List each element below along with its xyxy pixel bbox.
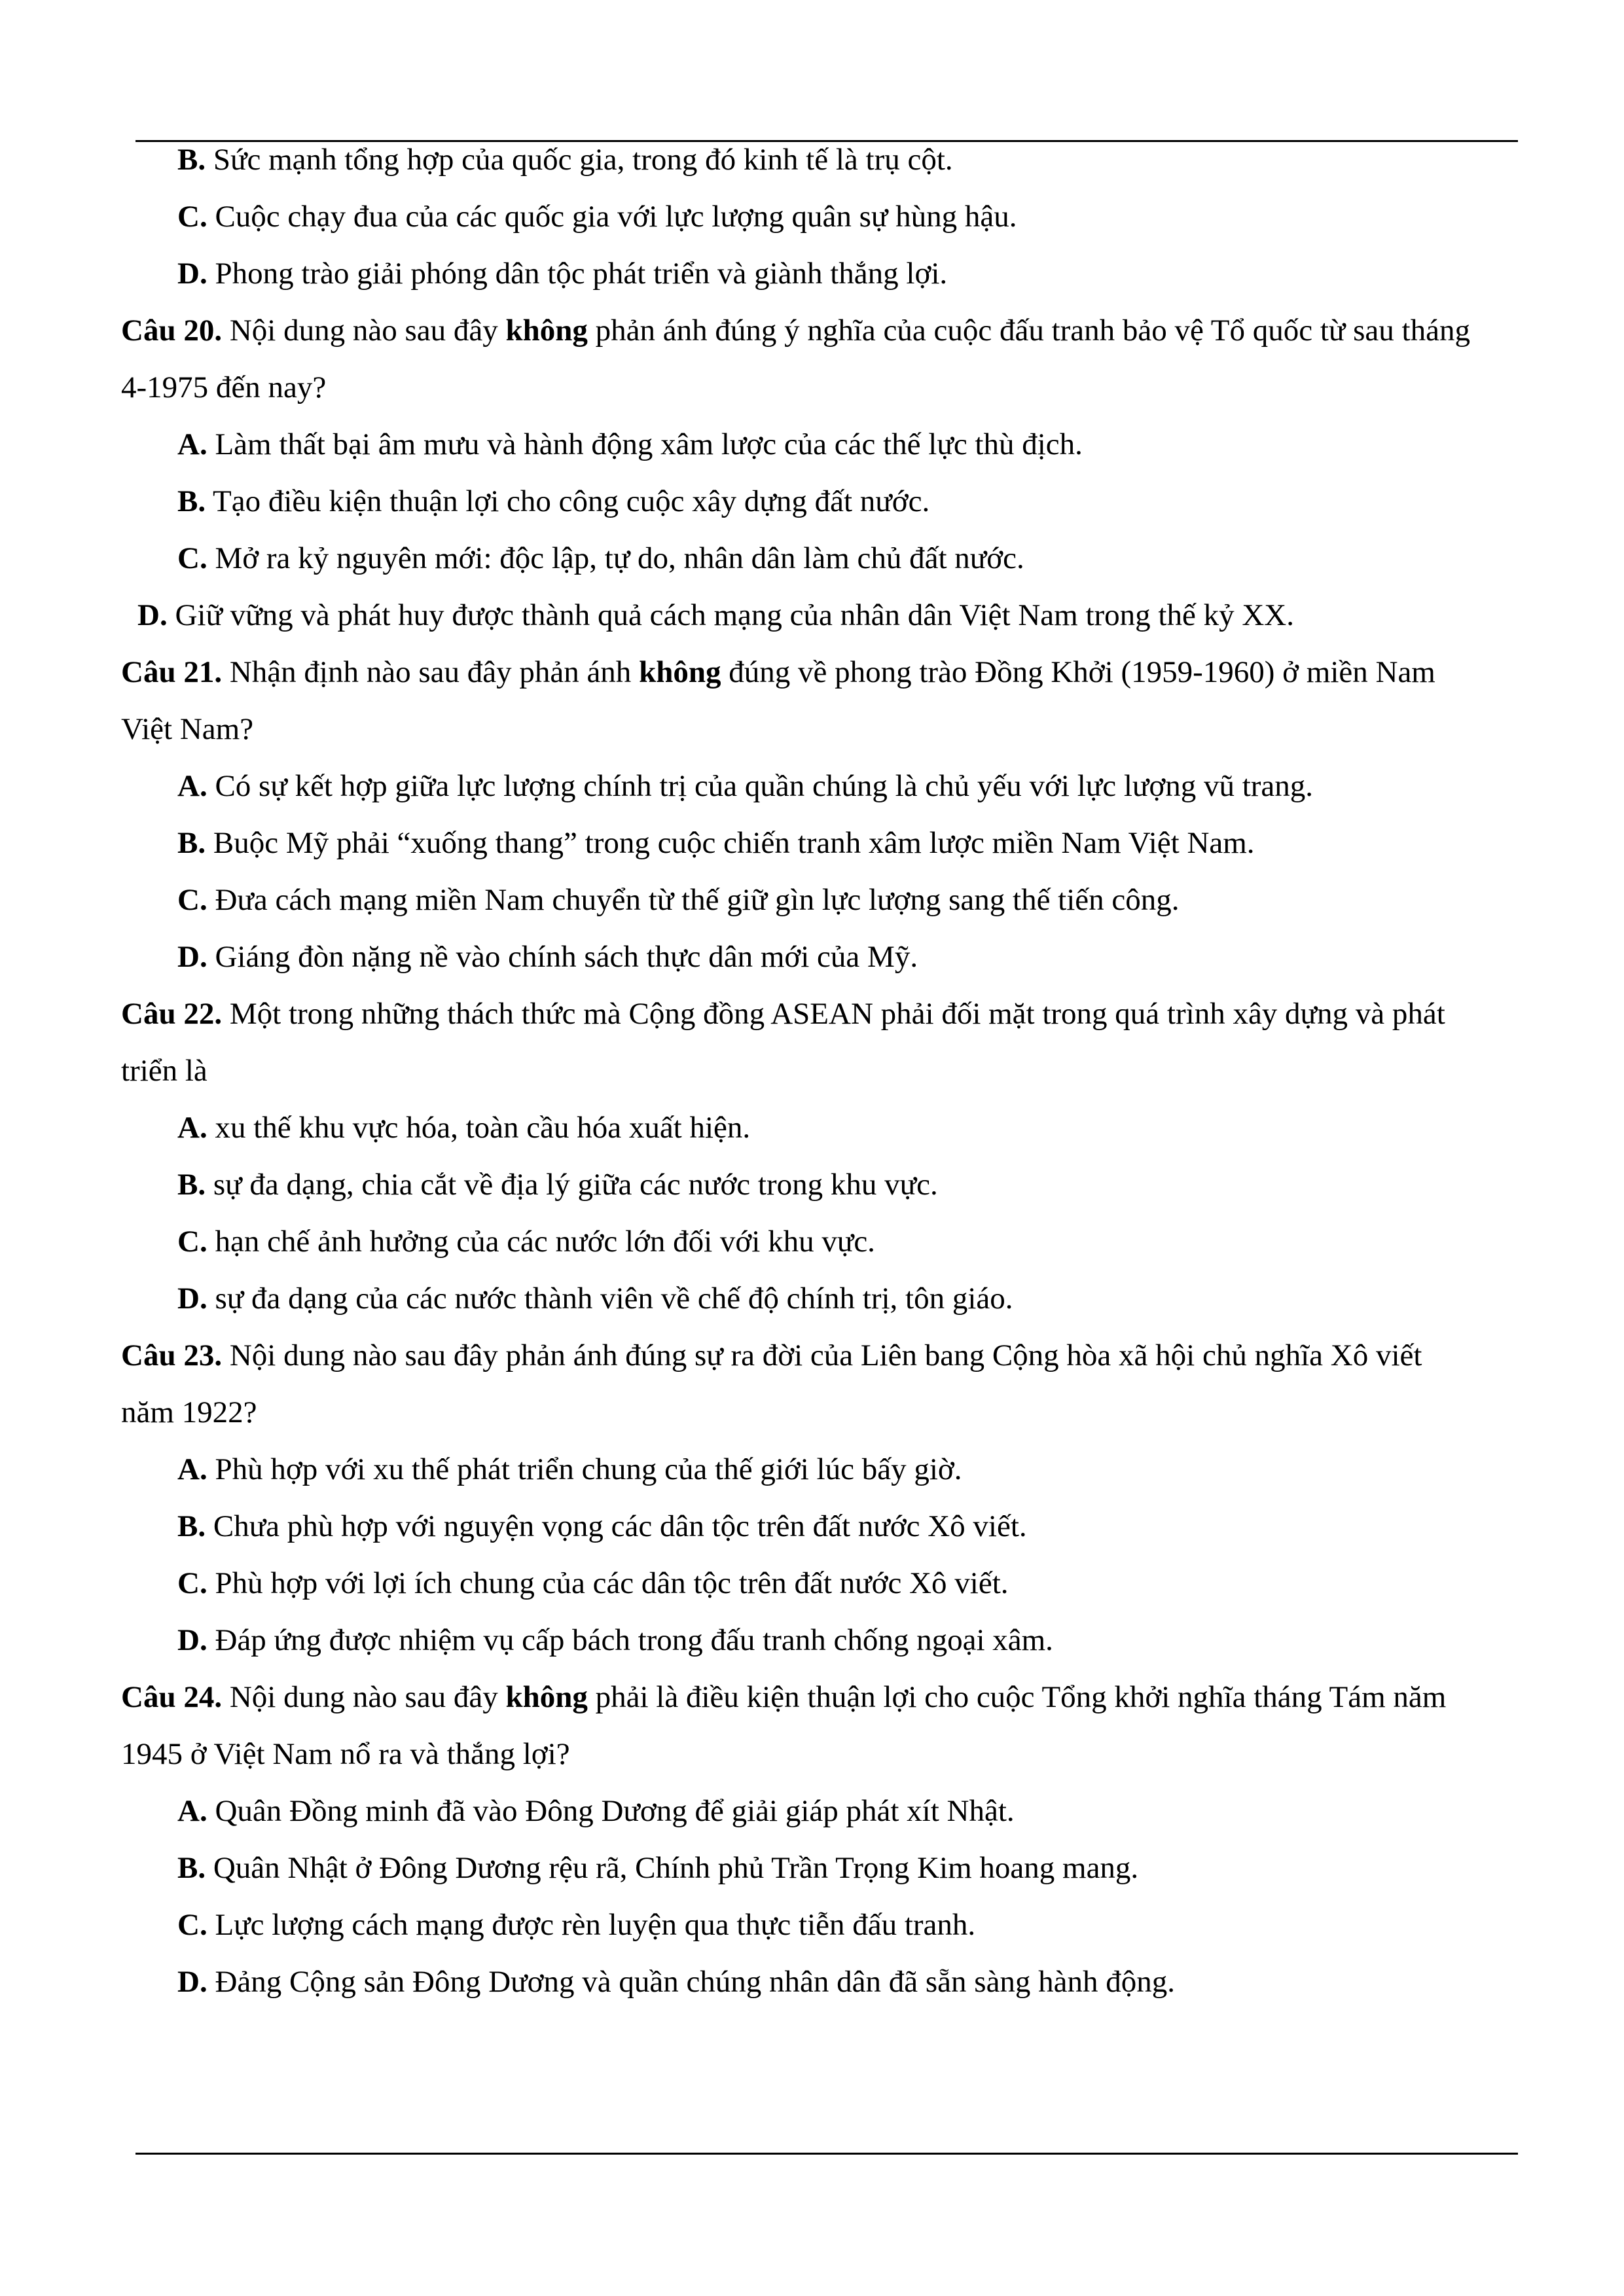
option-label: A. <box>177 1111 208 1145</box>
option-line <box>177 1108 750 1147</box>
stem-text: Nhận định nào sau đây phản ánh <box>222 655 640 689</box>
option-text: Giữ vững và phát huy được thành quả cách mạng của nhân dân Việt Nam trong thế kỷ XX. <box>167 598 1294 632</box>
option-label: A. <box>177 1452 208 1486</box>
question-stem-continuation: 4-1975 đến nay? <box>121 370 327 404</box>
option-label: D. <box>177 257 208 291</box>
option-text: Sức mạnh tổng hợp của quốc gia, trong đó kinh tế là trụ cột. <box>206 143 953 177</box>
option-line <box>177 1165 938 1204</box>
option-text: xu thế khu vực hóa, toàn cầu hóa xuất hiện. <box>207 1111 751 1145</box>
option-text: Cuộc chạy đua của các quốc gia với lực lượng quân sự hùng hậu. <box>207 200 1017 234</box>
option-line <box>177 1621 1053 1660</box>
question-stem <box>121 311 1470 350</box>
stem-text: Nội dung nào sau đây phản ánh đúng sự ra đời của Liên bang Cộng hòa xã hội chủ nghĩa Xô viết <box>222 1338 1422 1372</box>
option-text: Làm thất bại âm mưu và hành động xâm lược của các thế lực thù địch. <box>207 427 1083 461</box>
question-stem-continuation: Việt Nam? <box>121 712 254 746</box>
option-text: Buộc Mỹ phải “xuống thang” trong cuộc chiến tranh xâm lược miền Nam Việt Nam. <box>206 826 1255 860</box>
option-label: B. <box>177 484 206 518</box>
option-text: sự đa dạng, chia cắt về địa lý giữa các nước trong khu vực. <box>206 1168 938 1202</box>
stem-text: Một trong những thách thức mà Cộng đồng ASEAN phải đối mặt trong quá trình xây dựng và phát <box>222 997 1445 1031</box>
option-label: C. <box>177 1566 208 1600</box>
option-text: sự đa dạng của các nước thành viên về chế độ chính trị, tôn giáo. <box>207 1282 1013 1316</box>
option-label: D. <box>137 598 168 632</box>
question-stem-continuation: 1945 ở Việt Nam nổ ra và thắng lợi? <box>121 1737 570 1771</box>
option-line <box>177 937 918 977</box>
option-line <box>177 539 1024 578</box>
question-label: Câu 23. <box>121 1338 223 1372</box>
option-label: D. <box>177 1623 208 1657</box>
option-label: C. <box>177 1908 208 1942</box>
question-stem-continuation: năm 1922? <box>121 1395 257 1429</box>
stem-text: Nội dung nào sau đây <box>222 314 506 348</box>
option-label: A. <box>177 427 208 461</box>
stem-text: đúng về phong trào Đồng Khởi (1959-1960) ở miền Nam <box>721 655 1435 689</box>
option-line <box>177 1507 1027 1546</box>
option-text: Tạo điều kiện thuận lợi cho công cuộc xây dựng đất nước. <box>206 484 930 518</box>
option-text: Quân Nhật ở Đông Dương rệu rã, Chính phủ Trần Trọng Kim hoang mang. <box>206 1851 1139 1885</box>
option-line <box>177 1450 962 1489</box>
option-label: B. <box>177 826 206 860</box>
stem-text: Nội dung nào sau đây <box>222 1680 506 1714</box>
question-label: Câu 20. <box>121 314 223 348</box>
option-label: C. <box>177 1225 208 1259</box>
question-stem <box>121 994 1445 1033</box>
option-text: Đưa cách mạng miền Nam chuyển từ thế giữ gìn lực lượng sang thế tiến công. <box>207 883 1180 917</box>
option-label: B. <box>177 1851 206 1885</box>
footer-rule <box>135 2153 1518 2155</box>
option-line <box>177 1905 975 1945</box>
option-text: Đáp ứng được nhiệm vụ cấp bách trong đấu tranh chống ngoại xâm. <box>207 1623 1053 1657</box>
option-text: Giáng đòn nặng nề vào chính sách thực dân mới của Mỹ. <box>207 940 918 974</box>
stem-emphasis: không <box>505 314 588 348</box>
question-stem <box>121 653 1435 692</box>
option-line <box>177 425 1083 464</box>
option-label: A. <box>177 1794 208 1828</box>
question-stem-continuation: triển là <box>121 1054 208 1088</box>
question-label: Câu 22. <box>121 997 223 1031</box>
option-text: Quân Đồng minh đã vào Đông Dương để giải giáp phát xít Nhật. <box>207 1794 1015 1828</box>
option-line <box>177 1222 875 1261</box>
stem-text: phải là điều kiện thuận lợi cho cuộc Tổng khởi nghĩa tháng Tám năm <box>587 1680 1447 1714</box>
option-line <box>177 197 1017 236</box>
option-text: Phù hợp với lợi ích chung của các dân tộc trên đất nước Xô viết. <box>207 1566 1009 1600</box>
option-label: D. <box>177 1282 208 1316</box>
option-label: D. <box>177 1965 208 1999</box>
option-line <box>177 880 1180 920</box>
option-text: Lực lượng cách mạng được rèn luyện qua thực tiễn đấu tranh. <box>207 1908 976 1942</box>
question-label: Câu 24. <box>121 1680 223 1714</box>
option-label: D. <box>177 940 208 974</box>
option-line <box>177 1962 1175 2001</box>
option-text: Phù hợp với xu thế phát triển chung của thế giới lúc bấy giờ. <box>207 1452 962 1486</box>
option-line <box>177 1848 1138 1888</box>
option-line <box>177 1279 1013 1318</box>
option-line <box>177 766 1313 806</box>
option-label: B. <box>177 143 206 177</box>
question-label: Câu 21. <box>121 655 223 689</box>
stem-emphasis: không <box>639 655 721 689</box>
question-stem <box>121 1677 1446 1717</box>
option-label: C. <box>177 200 208 234</box>
option-text: Có sự kết hợp giữa lực lượng chính trị của quần chúng là chủ yếu với lực lượng vũ trang. <box>207 769 1314 803</box>
stem-emphasis: không <box>505 1680 588 1714</box>
option-line <box>137 596 1294 635</box>
question-stem <box>121 1336 1422 1375</box>
stem-text: phản ánh đúng ý nghĩa của cuộc đấu tranh bảo vệ Tổ quốc từ sau tháng <box>587 314 1470 348</box>
option-text: hạn chế ảnh hưởng của các nước lớn đối với khu vực. <box>207 1225 875 1259</box>
option-label: C. <box>177 541 208 575</box>
option-text: Đảng Cộng sản Đông Dương và quần chúng nhân dân đã sẵn sàng hành động. <box>207 1965 1176 1999</box>
option-line <box>177 1791 1015 1831</box>
option-line <box>177 1564 1009 1603</box>
option-line <box>177 140 953 179</box>
option-line <box>177 254 947 293</box>
option-line <box>177 823 1255 863</box>
option-label: C. <box>177 883 208 917</box>
option-label: A. <box>177 769 208 803</box>
option-text: Chưa phù hợp với nguyện vọng các dân tộc trên đất nước Xô viết. <box>206 1509 1027 1543</box>
option-text: Mở ra kỷ nguyên mới: độc lập, tự do, nhân dân làm chủ đất nước. <box>207 541 1024 575</box>
option-text: Phong trào giải phóng dân tộc phát triển và giành thắng lợi. <box>207 257 948 291</box>
option-line <box>177 482 929 521</box>
option-label: B. <box>177 1509 206 1543</box>
option-label: B. <box>177 1168 206 1202</box>
